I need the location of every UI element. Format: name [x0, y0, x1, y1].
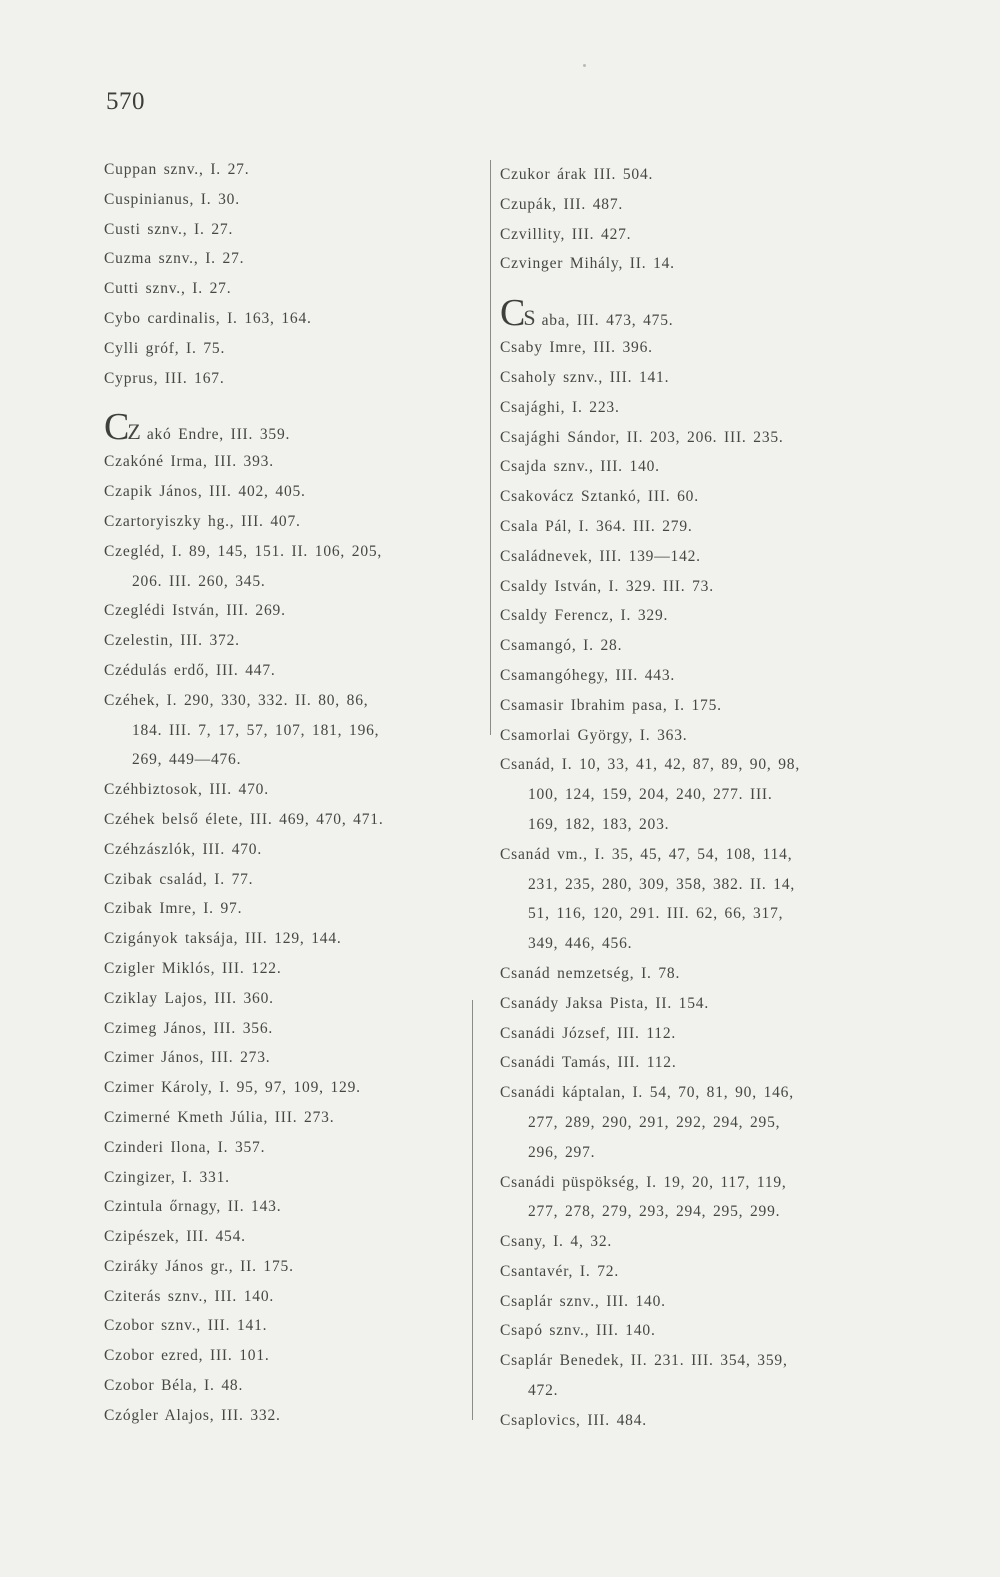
index-entry-text: Csanádi káptalan, I. 54, 70, 81, 90, 146,	[500, 1084, 794, 1102]
index-entry: Csaldy István, I. 329. III. 73.	[500, 577, 714, 595]
index-entry: Cutti sznv., I. 27.	[104, 280, 232, 298]
column-divider-top	[490, 160, 491, 735]
index-entry: Cuzma sznv., I. 27.	[104, 250, 245, 268]
index-entry: Czartoryiszky hg., III. 407.	[104, 512, 301, 530]
index-entry-continuation: 100, 124, 159, 204, 240, 277. III.	[528, 786, 773, 804]
index-entry	[500, 1078, 900, 1167]
index-entry-text: Czéhek, I. 290, 330, 332. II. 80, 86,	[104, 691, 369, 709]
index-entry-continuation: 296, 297.	[528, 1143, 596, 1161]
index-entry: Csajághi, I. 223.	[500, 398, 620, 416]
index-entry: Czupák, III. 487.	[500, 195, 624, 213]
index-entry-continuation: 206. III. 260, 345.	[132, 572, 266, 590]
index-entry: Czingizer, I. 331.	[104, 1168, 230, 1186]
index-entry: Czigler Miklós, III. 122.	[104, 959, 282, 977]
index-entry: Czobor ezred, III. 101.	[104, 1347, 270, 1365]
index-entry: Csaplovics, III. 484.	[500, 1411, 647, 1429]
index-column-left	[104, 155, 484, 1431]
index-entry: Csanádi József, III. 112.	[500, 1024, 677, 1042]
index-column-right	[500, 160, 900, 1436]
section-initial-second: Z	[127, 419, 141, 445]
index-entry-text: Csanád vm., I. 35, 45, 47, 54, 108, 114,	[500, 845, 793, 863]
index-entry-continuation: 472.	[528, 1382, 559, 1400]
index-entry: Csapó sznv., III. 140.	[500, 1322, 656, 1340]
index-entry: Czédulás erdő, III. 447.	[104, 661, 276, 679]
index-entry-continuation: 231, 235, 280, 309, 358, 382. II. 14,	[528, 875, 796, 893]
index-entry: Czéhbiztosok, III. 470.	[104, 781, 269, 799]
index-entry-continuation: 269, 449—476.	[132, 751, 242, 769]
index-entry	[104, 686, 484, 775]
index-entry: Custi sznv., I. 27.	[104, 220, 234, 238]
index-entry: Czibak Imre, I. 97.	[104, 900, 243, 918]
section-heading-cz	[104, 406, 484, 449]
index-entry: Csaldy Ferencz, I. 329.	[500, 607, 669, 625]
index-entry: Cybo cardinalis, I. 163, 164.	[104, 309, 312, 327]
index-group-czu	[500, 160, 900, 279]
index-entry: Czapik János, III. 402, 405.	[104, 483, 306, 501]
index-entry: Czimeg János, III. 356.	[104, 1019, 274, 1037]
index-entry: Cyprus, III. 167.	[104, 369, 225, 387]
index-entry-continuation: 184. III. 7, 17, 57, 107, 181, 196,	[132, 721, 380, 739]
index-entry	[104, 537, 484, 597]
index-entry: Csamangóhegy, III. 443.	[500, 666, 676, 684]
index-entry-text: Czegléd, I. 89, 145, 151. II. 106, 205,	[104, 542, 383, 560]
index-group-cz	[104, 447, 484, 1430]
paper-speck	[583, 64, 586, 67]
index-entry: Csaby Imre, III. 396.	[500, 339, 653, 357]
index-entry	[500, 840, 900, 959]
index-group-cu	[104, 155, 484, 393]
index-entry: Családnevek, III. 139—142.	[500, 547, 701, 565]
index-entry: Csanádi Tamás, III. 112.	[500, 1054, 677, 1072]
index-entry: Cuspinianus, I. 30.	[104, 190, 240, 208]
index-entry	[500, 1168, 900, 1228]
index-entry-text: Csaplár Benedek, II. 231. III. 354, 359,	[500, 1352, 788, 1370]
index-entry: Czimer János, III. 273.	[104, 1049, 271, 1067]
index-entry: Csajághi Sándor, II. 203, 206. III. 235.	[500, 428, 784, 446]
section-heading-cs	[500, 292, 900, 335]
index-entry-continuation: 277, 278, 279, 293, 294, 295, 299.	[528, 1203, 781, 1221]
index-entry: Czigányok taksája, III. 129, 144.	[104, 930, 342, 948]
index-entry: Cziterás sznv., III. 140.	[104, 1287, 275, 1305]
index-entry: Csanád nemzetség, I. 78.	[500, 964, 681, 982]
index-entry: Cuppan sznv., I. 27.	[104, 161, 250, 178]
index-entry: Czipészek, III. 454.	[104, 1228, 246, 1246]
index-entry: Csamorlai György, I. 363.	[500, 726, 688, 744]
index-entry: Csanády Jaksa Pista, II. 154.	[500, 994, 709, 1012]
index-entry-continuation: 277, 289, 290, 291, 292, 294, 295,	[528, 1113, 781, 1131]
index-entry: Csany, I. 4, 32.	[500, 1233, 613, 1251]
index-entry: Czobor sznv., III. 141.	[104, 1317, 268, 1335]
index-entry: Csajda sznv., III. 140.	[500, 458, 660, 476]
index-entry: Czvinger Mihály, II. 14.	[500, 255, 675, 273]
index-entry-continuation: 349, 446, 456.	[528, 935, 633, 953]
section-initial: C	[104, 406, 128, 449]
index-entry: Czintula őrnagy, II. 143.	[104, 1198, 282, 1216]
index-entry: Csala Pál, I. 364. III. 279.	[500, 517, 693, 535]
index-entry: Cylli gróf, I. 75.	[104, 339, 226, 357]
index-entry	[500, 750, 900, 839]
index-entry-text: Csanád, I. 10, 33, 41, 42, 87, 89, 90, 98,	[500, 756, 801, 774]
index-entry-continuation: 51, 116, 120, 291. III. 62, 66, 317,	[528, 905, 784, 923]
page-number: 570	[106, 88, 145, 115]
index-entry: Czukor árak III. 504.	[500, 166, 654, 183]
index-entry: Cziráky János gr., II. 175.	[104, 1257, 294, 1275]
section-heading-text: akó Endre, III. 359.	[146, 426, 291, 444]
index-entry: Czógler Alajos, III. 332.	[104, 1406, 281, 1424]
index-entry: Czvillity, III. 427.	[500, 225, 632, 243]
index-entry: Czimerné Kmeth Júlia, III. 273.	[104, 1108, 335, 1126]
index-entry: Csakovácz Sztankó, III. 60.	[500, 488, 699, 506]
index-entry: Czimer Károly, I. 95, 97, 109, 129.	[104, 1079, 361, 1097]
section-initial-second: S	[523, 305, 536, 331]
index-entry: Czéhek belső élete, III. 469, 470, 471.	[104, 810, 384, 828]
index-entry-continuation: 169, 182, 183, 203.	[528, 815, 670, 833]
index-entry: Czéhzászlók, III. 470.	[104, 840, 263, 858]
index-entry: Cziklay Lajos, III. 360.	[104, 989, 274, 1007]
index-entry: Csantavér, I. 72.	[500, 1262, 619, 1280]
index-entry: Czobor Béla, I. 48.	[104, 1377, 244, 1395]
index-entry: Csaplár sznv., III. 140.	[500, 1292, 666, 1310]
index-entry: Csamangó, I. 28.	[500, 637, 623, 655]
index-group-cs	[500, 333, 900, 1435]
section-heading-text: aba, III. 473, 475.	[541, 312, 674, 330]
index-entry: Czelestin, III. 372.	[104, 632, 240, 650]
index-entry: Czinderi Ilona, I. 357.	[104, 1138, 266, 1156]
index-entry: Csamasir Ibrahim pasa, I. 175.	[500, 696, 722, 714]
index-entry	[500, 1346, 900, 1406]
section-initial: C	[500, 292, 524, 335]
index-entry: Czeglédi István, III. 269.	[104, 602, 286, 620]
index-entry: Czibak család, I. 77.	[104, 870, 254, 888]
index-entry-text: Csanádi püspökség, I. 19, 20, 117, 119,	[500, 1173, 787, 1191]
index-entry: Czakóné Irma, III. 393.	[104, 453, 274, 471]
index-entry: Csaholy sznv., III. 141.	[500, 368, 670, 386]
